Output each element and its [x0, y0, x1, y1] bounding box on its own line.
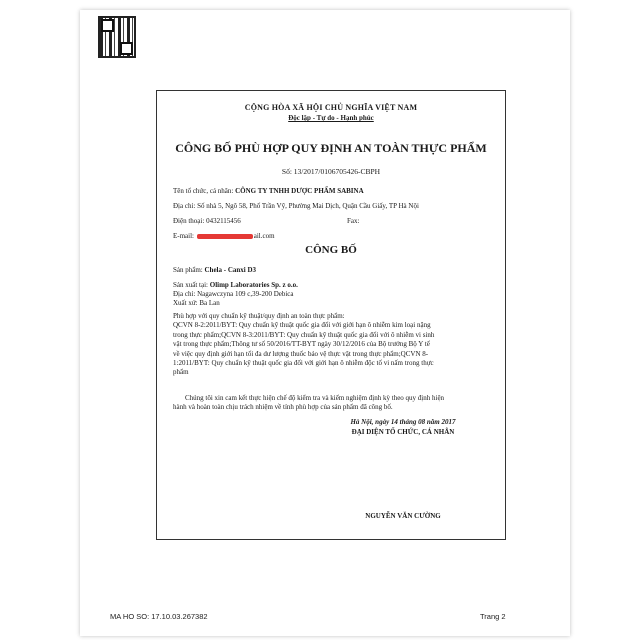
- regulations-line: 1:2011/BYT: Quy chuẩn kỹ thuật quốc gia đối với giới hạn ô nhiễm độc tố vi nấm trong thực: [173, 359, 434, 368]
- regulations-intro: Phù hợp với quy chuẩn kỹ thuật/quy định an toàn thực phẩm:: [173, 312, 345, 320]
- commitment-line: Chúng tôi xin cam kết thực hiện chế độ kiểm tra và kiểm nghiệm định kỳ theo quy định hiện: [185, 394, 445, 402]
- org-name-label: Tên tổ chức, cá nhân:: [173, 187, 234, 195]
- org-address-row: [173, 202, 419, 211]
- org-fax-label: Fax:: [347, 217, 360, 225]
- product-label: Sản phẩm:: [173, 266, 203, 274]
- regulations-line: trong thực phẩm;QCVN 8-3:2011/BYT: Quy chuẩn kỹ thuật quốc gia đối với ô nhiễm vi sinh: [173, 330, 435, 339]
- document-number: Số: 13/2017/0106705426-CBPH: [281, 167, 381, 176]
- record-number: MA HO SO: 17.10.03.267382: [110, 612, 208, 621]
- manufacturer-address-value: Nagawczyna 109 c,39-200 Debica: [197, 290, 294, 298]
- regulations-line: phẩm: [173, 368, 189, 377]
- commitment-block: [173, 394, 495, 413]
- manufacturer-address-row: [173, 290, 294, 299]
- regulations-block: [173, 312, 495, 378]
- org-name-value: CÔNG TY TNHH DƯỢC PHẨM SABINA: [235, 187, 364, 195]
- origin-label: Xuất xứ:: [173, 299, 198, 307]
- announce-title: CÔNG BỐ: [305, 244, 357, 256]
- origin-row: [173, 299, 220, 308]
- motto-text: Độc lập - Tự do - Hạnh phúc: [288, 114, 374, 122]
- manufacturer-label: Sản xuất tại:: [173, 281, 208, 289]
- regulations-line: về việc quy định giới hạn tối đa dư lượng thuốc bảo vệ thực vật trong thực phẩm;QCVN 8-: [173, 349, 429, 358]
- org-phone-label: Điện thoại:: [173, 217, 205, 225]
- origin-value: Ba Lan: [199, 299, 220, 307]
- signatory-name: NGUYỄN VĂN CƯỜNG: [365, 512, 441, 520]
- manufacturer-row: [173, 281, 298, 290]
- regulations-line: vật trong thực phẩm;Thông tư số 50/2016/TT-BYT ngày 30/12/2016 của Bộ trưởng Bộ Y tế: [173, 340, 430, 349]
- page-number: Trang 2: [480, 612, 506, 621]
- national-title: CỘNG HÒA XÃ HỘI CHỦ NGHĨA VIỆT NAM: [244, 103, 418, 112]
- email-redaction-mark: [197, 234, 253, 239]
- org-address-value: Số nhà 5, Ngõ 58, Phố Trần Vỹ, Phường Mai Dịch, Quận Cầu Giấy, TP Hà Nội: [197, 202, 419, 210]
- document-title: CÔNG BỐ PHÙ HỢP QUY ĐỊNH AN TOÀN THỰC PHẨM: [175, 141, 487, 155]
- product-value: Chela - Canxi D3: [204, 266, 257, 274]
- signature-place-date: Hà Nội, ngày 14 tháng 08 năm 2017: [350, 418, 456, 426]
- product-row: [173, 266, 256, 275]
- org-email-row: [173, 232, 275, 241]
- signature-role: ĐẠI DIỆN TỔ CHỨC, CÁ NHÂN: [351, 428, 455, 436]
- org-email-suffix: ail.com: [253, 232, 275, 240]
- org-email-label: E-mail:: [173, 232, 194, 240]
- org-address-label: Địa chỉ:: [173, 202, 196, 210]
- regulations-line: QCVN 8-2:2011/BYT: Quy chuẩn kỹ thuật quốc gia đối với giới hạn ô nhiễm kim loại nặng: [173, 321, 431, 330]
- manufacturer-address-label: Địa chỉ:: [173, 290, 196, 298]
- qr-code-image: [98, 16, 136, 58]
- org-name-row: [173, 187, 364, 196]
- org-phone-value: 0432115456: [206, 217, 241, 225]
- manufacturer-value: Olimp Laboratories Sp. z o.o.: [209, 281, 298, 289]
- org-phone-row: [173, 217, 241, 226]
- national-motto: [156, 114, 506, 122]
- commitment-line: hành và hoàn toàn chịu trách nhiệm về tính phù hợp của sản phẩm đã công bố.: [173, 403, 393, 412]
